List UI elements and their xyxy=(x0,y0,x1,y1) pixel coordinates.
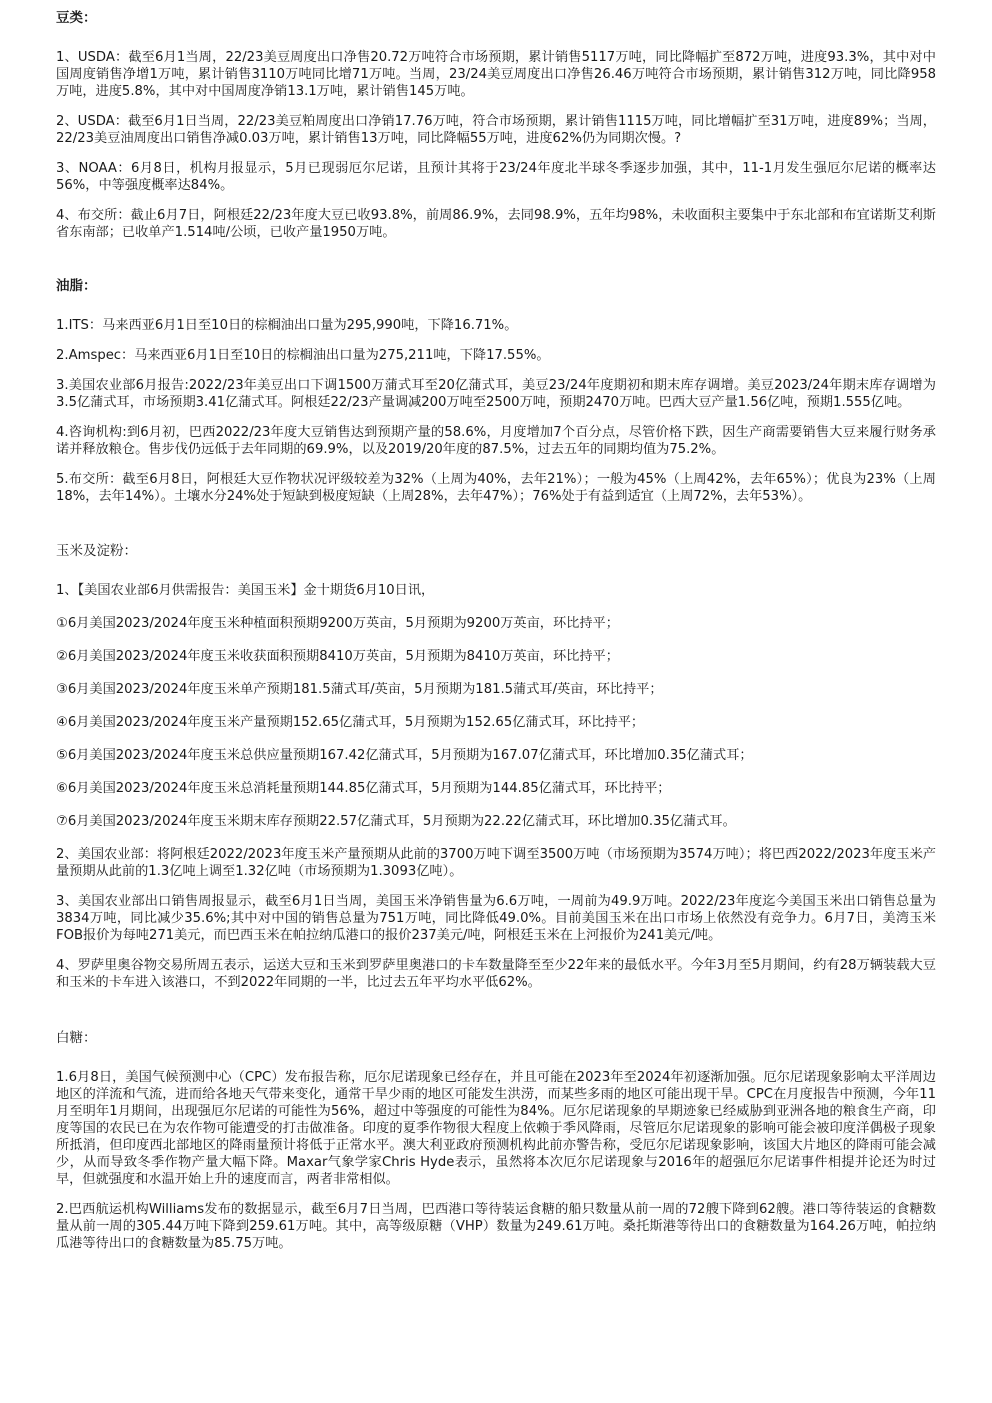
sugar-item: 1.6月8日，美国气候预测中心（CPC）发布报告称，厄尔尼诺现象已经存在，并且可能在2023年至2024年初逐渐加强。厄尔尼诺现象影响太平洋周边地区的洋流和气流，进而给各地天气带来变化，通常干旱少雨的地区可能发生洪涝，而某些多雨的地区可能出现干旱。CPC在月度报告中预测，今年11月至明年1月期间，出现强厄尔尼诺的可能性为56%，超过中等强度的可能性为84%。厄尔尼诺现象的早期迹象已经威胁到亚洲各地的粮食生产商，印度等国的农民已在为农作物可能遭受的打击做准备。印度的夏季作物很大程度上依赖于季风降雨，尽管厄尔尼诺现象的影响可能会被印度洋偶极子现象所抵消，但印度西北部地区的降雨量预计将低于正常水平。澳大利亚政府预测机构此前亦警告称，受厄尔尼诺现象影响，该国大片地区的降雨可能会减少，从而导致冬季作物产量大幅下降。Maxar气象学家Chris Hyde表示，虽然将本次厄尔尼诺现象与2016年的超强厄尔尼诺事件相提并论还为时过早，但就强度和水温开始上升的速度而言，两者非常相似。 xyxy=(56,1070,936,1187)
corn-item: ③6月美国2023/2024年度玉米单产预期181.5蒲式耳/英亩，5月预期为181.5蒲式耳/英亩，环比持平； xyxy=(56,682,663,697)
corn-item: 4、罗萨里奥谷物交易所周五表示，运送大豆和玉米到罗萨里奥港口的卡车数量降至至少22年来的最低水平。今年3月至5月期间，约有28万辆装载大豆和玉米的卡车进入该港口，不到2022年同期的一半，比过去五年平均水平低62%。 xyxy=(56,958,936,990)
corn-item: 1、【美国农业部6月供需报告：美国玉米】金十期货6月10日讯， xyxy=(56,583,435,598)
corn-item: ⑦6月美国2023/2024年度玉米期末库存预期22.57亿蒲式耳，5月预期为22.22亿蒲式耳，环比增加0.35亿蒲式耳。 xyxy=(56,814,736,829)
section-sugar xyxy=(56,1030,936,1252)
section-oils xyxy=(56,278,936,505)
soy-item: 2、USDA：截至6月1日当周，22/23美豆粕周度出口净销17.76万吨，符合市场预期，累计销售1115万吨，同比增幅扩至31万吨，进度89%；当周，22/23美豆油周度出口销售净减0.03万吨，累计销售13万吨，同比降幅55万吨，进度62%仍为同期次慢。? xyxy=(56,114,936,146)
corn-item: ⑥6月美国2023/2024年度玉米总消耗量预期144.85亿蒲式耳，5月预期为144.85亿蒲式耳，环比持平； xyxy=(56,781,671,796)
sugar-item: 2.巴西航运机构Williams发布的数据显示，截至6月7日当周，巴西港口等待装运食糖的船只数量从前一周的72艘下降到62艘。港口等待装运的食糖数量从前一周的305.44万吨下降到259.61万吨。其中，高等级原糖（VHP）数量为249.61万吨。桑托斯港等待出口的食糖数量为164.26万吨，帕拉纳瓜港等待出口的食糖数量为85.75万吨。 xyxy=(56,1202,936,1251)
section-title-sugar: 白糖： xyxy=(56,1030,97,1046)
section-title-corn: 玉米及淀粉： xyxy=(56,543,137,559)
oils-item: 5.布交所：截至6月8日，阿根廷大豆作物状况评级较差为32%（上周为40%，去年21%）；一般为45%（上周42%，去年65%）；优良为23%（上周18%，去年14%）。土壤水分24%处于短缺到极度短缺（上周28%，去年47%）；76%处于有益到适宜（上周72%，去年53%）。 xyxy=(56,472,936,504)
section-corn xyxy=(56,543,936,991)
section-title-oils: 油脂： xyxy=(56,278,97,294)
corn-item: ①6月美国2023/2024年度玉米种植面积预期9200万英亩，5月预期为9200万英亩，环比持平； xyxy=(56,616,619,631)
corn-item: ④6月美国2023/2024年度玉米产量预期152.65亿蒲式耳，5月预期为152.65亿蒲式耳，环比持平； xyxy=(56,715,645,730)
section-soy xyxy=(56,10,936,241)
oils-item: 2.Amspec：马来西亚6月1日至10日的棕榈油出口量为275,211吨，下降17.55%。 xyxy=(56,348,550,363)
corn-item: 2、美国农业部：将阿根廷2022/2023年度玉米产量预期从此前的3700万吨下调至3500万吨（市场预期为3574万吨）；将巴西2022/2023年度玉米产量预期从此前的1.3亿吨上调至1.32亿吨（市场预期为1.3093亿吨）。 xyxy=(56,847,936,879)
oils-item: 3.美国农业部6月报告:2022/23年美豆出口下调1500万蒲式耳至20亿蒲式耳，美豆23/24年度期初和期末库存调增。美豆2023/24年期末库存调增为3.5亿蒲式耳，市场预期3.41亿蒲式耳。阿根廷22/23产量调减200万吨至2500万吨，预期2470万吨。巴西大豆产量1.56亿吨，预期1.555亿吨。 xyxy=(56,378,936,410)
soy-item: 4、布交所：截止6月7日，阿根廷22/23年度大豆已收93.8%，前周86.9%，去同98.9%，五年均98%，未收面积主要集中于东北部和布宜诺斯艾利斯省东南部；已收单产1.514吨/公顷，已收产量1950万吨。 xyxy=(56,208,936,240)
soy-item: 1、USDA：截至6月1当周，22/23美豆周度出口净售20.72万吨符合市场预期，累计销售5117万吨，同比降幅扩至872万吨，进度93.3%，其中对中国周度销售净增1万吨，累计销售3110万吨同比增71万吨。当周，23/24美豆周度出口净售26.46万吨符合市场预期，累计销售312万吨，同比降958万吨，进度5.8%，其中对中国周度净销13.1万吨，累计销售145万吨。 xyxy=(56,50,936,99)
section-title-soy: 豆类： xyxy=(56,10,97,26)
oils-item: 4.咨询机构:到6月初，巴西2022/23年度大豆销售达到预期产量的58.6%，月度增加7个百分点，尽管价格下跌，因生产商需要销售大豆来履行财务承诺并释放粮仓。售步伐仍远低于去年同期的69.9%，以及2019/20年度的87.5%，过去五年的同期均值为75.2%。 xyxy=(56,425,936,457)
document-page xyxy=(56,10,936,1265)
soy-item: 3、NOAA：6月8日，机构月报显示，5月已现弱厄尔尼诺，且预计其将于23/24年度北半球冬季逐步加强，其中，11-1月发生强厄尔尼诺的概率达56%，中等强度概率达84%。 xyxy=(56,161,936,193)
corn-item: 3、美国农业部出口销售周报显示，截至6月1日当周，美国玉米净销售量为6.6万吨，一周前为49.9万吨。2022/23年度迄今美国玉米出口销售总量为3834万吨，同比减少35.6%;其中对中国的销售总量为751万吨，同比降低49.0%。目前美国玉米在出口市场上依然没有竞争力。6月7日，美湾玉米FOB报价为每吨271美元，而巴西玉米在帕拉纳瓜港口的报价237美元/吨，阿根廷玉米在上河报价为241美元/吨。 xyxy=(56,894,936,943)
corn-item: ⑤6月美国2023/2024年度玉米总供应量预期167.42亿蒲式耳，5月预期为167.07亿蒲式耳，环比增加0.35亿蒲式耳； xyxy=(56,748,753,763)
oils-item: 1.ITS：马来西亚6月1日至10日的棕榈油出口量为295,990吨，下降16.71%。 xyxy=(56,318,518,333)
corn-item: ②6月美国2023/2024年度玉米收获面积预期8410万英亩，5月预期为8410万英亩，环比持平； xyxy=(56,649,619,664)
